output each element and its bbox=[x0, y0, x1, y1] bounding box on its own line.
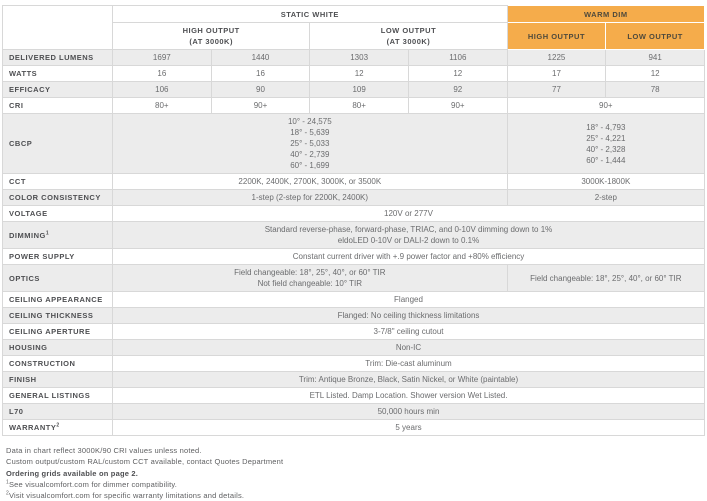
row-label-ceiling-appearance: CEILING APPEARANCE bbox=[3, 292, 113, 308]
value-cell-static-white: 1-step (2-step for 2200K, 2400K) bbox=[113, 190, 508, 206]
row-label-ceiling-aperture: CEILING APERTURE bbox=[3, 324, 113, 340]
value-cell-full: Trim: Antique Bronze, Black, Satin Nickel, or White (paintable) bbox=[113, 372, 705, 388]
value-cell: 16 bbox=[211, 66, 310, 82]
table-row-warranty bbox=[3, 420, 705, 436]
table-row-power-supply bbox=[3, 249, 705, 265]
value-cell: 16 bbox=[113, 66, 212, 82]
cbcp-line: 10° - 24,575 bbox=[287, 117, 332, 126]
value-cell-warm-dim bbox=[507, 114, 704, 174]
value-cell-full: ETL Listed. Damp Location. Shower version Wet Listed. bbox=[113, 388, 705, 404]
cbcp-line: 40° - 2,328 bbox=[586, 144, 626, 154]
row-label-dimming bbox=[3, 222, 113, 249]
footnote-text: Data in chart reflect 3000K/90 CRI values unless noted. bbox=[6, 446, 202, 455]
value-cell: 109 bbox=[310, 82, 409, 98]
value-cell-full: 3-7/8" ceiling cutout bbox=[113, 324, 705, 340]
col-header-wd-high-output: HIGH OUTPUT bbox=[507, 23, 606, 50]
value-cell: 1303 bbox=[310, 50, 409, 66]
table-row-cri bbox=[3, 98, 705, 114]
value-cell: 78 bbox=[606, 82, 705, 98]
value-cell-full: Constant current driver with +.9 power factor and +80% efficiency bbox=[113, 249, 705, 265]
table-row-watts bbox=[3, 66, 705, 82]
value-cell-warm-dim: 3000K-1800K bbox=[507, 174, 704, 190]
value-cell: 12 bbox=[606, 66, 705, 82]
footnote-text: Custom output/custom RAL/custom CCT available, contact Quotes Department bbox=[6, 457, 284, 467]
row-label-finish: FINISH bbox=[3, 372, 113, 388]
value-cell-static-white: 2200K, 2400K, 2700K, 3000K, or 3500K bbox=[113, 174, 508, 190]
value-cell-warm-dim: 2-step bbox=[507, 190, 704, 206]
dimming-line: Standard reverse-phase, forward-phase, TRIAC, and 0-10V dimming down to 1% bbox=[264, 225, 553, 234]
row-label-ceiling-thickness: CEILING THICKNESS bbox=[3, 308, 113, 324]
row-label-cct: CCT bbox=[3, 174, 113, 190]
footnote-text: Visit visualcomfort.com for specific warranty limitations and details. bbox=[8, 491, 245, 501]
value-cell-full: Non-IC bbox=[113, 340, 705, 356]
value-cell: 17 bbox=[507, 66, 606, 82]
footnote-marker: 2 bbox=[56, 422, 60, 429]
cbcp-line: 60° - 1,444 bbox=[586, 155, 626, 165]
row-label-warranty bbox=[3, 420, 113, 436]
value-cell: 12 bbox=[408, 66, 507, 82]
value-cell: 1440 bbox=[211, 50, 310, 66]
value-cell-full: 50,000 hours min bbox=[113, 404, 705, 420]
table-row-finish bbox=[3, 372, 705, 388]
value-cell-full bbox=[113, 222, 705, 249]
value-cell: 1106 bbox=[408, 50, 507, 66]
value-cell-full: 5 years bbox=[113, 420, 705, 436]
row-label-power-supply: POWER SUPPLY bbox=[3, 249, 113, 265]
col-header-sublabel: (AT 3000K) bbox=[189, 37, 233, 46]
value-cell: 90 bbox=[211, 82, 310, 98]
dimming-line: eldoLED 0-10V or DALI-2 down to 0.1% bbox=[337, 236, 480, 245]
footnotes bbox=[6, 445, 705, 501]
footnote-line-ordering-grids bbox=[6, 468, 705, 479]
value-cell: 90+ bbox=[211, 98, 310, 114]
spec-table bbox=[2, 5, 705, 436]
group-header-row bbox=[3, 6, 705, 23]
corner-cell bbox=[3, 6, 113, 50]
footnote-marker: 1 bbox=[45, 230, 50, 236]
table-row-optics bbox=[3, 265, 705, 292]
value-cell-full: Flanged: No ceiling thickness limitations bbox=[113, 308, 705, 324]
row-label-l70: L70 bbox=[3, 404, 113, 420]
cbcp-line: 18° - 5,639 bbox=[290, 128, 330, 137]
row-label-housing: HOUSING bbox=[3, 340, 113, 356]
table-row-ceiling-aperture bbox=[3, 324, 705, 340]
row-label-cri: CRI bbox=[3, 98, 113, 114]
footnote-line bbox=[6, 456, 705, 467]
value-cell-warm-dim: Field changeable: 18°, 25°, 40°, or 60° TIR bbox=[507, 265, 704, 292]
row-label-optics: OPTICS bbox=[3, 265, 113, 292]
value-cell-static-white bbox=[113, 265, 508, 292]
col-header-sublabel: (AT 3000K) bbox=[386, 37, 431, 46]
table-row-ceiling-thickness bbox=[3, 308, 705, 324]
footnote-text: See visualcomfort.com for dimmer compatibility. bbox=[8, 479, 178, 489]
table-row-cct bbox=[3, 174, 705, 190]
optics-line: Not field changeable: 10° TIR bbox=[257, 279, 363, 288]
table-row-l70 bbox=[3, 404, 705, 420]
table-row-delivered-lumens bbox=[3, 50, 705, 66]
table-row-color-consistency bbox=[3, 190, 705, 206]
col-header-sw-high-output bbox=[113, 23, 310, 50]
table-row-ceiling-appearance bbox=[3, 292, 705, 308]
row-label-text: DIMMING bbox=[9, 230, 46, 240]
warm-dim-group-header: WARM DIM bbox=[507, 6, 704, 23]
value-cell: 92 bbox=[408, 82, 507, 98]
table-row-cbcp bbox=[3, 114, 705, 174]
footnote-marker: 2 bbox=[6, 490, 9, 497]
footnote-line-dimmer bbox=[6, 479, 705, 490]
row-label-construction: CONSTRUCTION bbox=[3, 356, 113, 372]
value-cell: 77 bbox=[507, 82, 606, 98]
value-cell: 941 bbox=[606, 50, 705, 66]
row-label-delivered-lumens: DELIVERED LUMENS bbox=[3, 50, 113, 66]
row-label-efficacy: EFFICACY bbox=[3, 82, 113, 98]
value-cell-full: 120V or 277V bbox=[113, 206, 705, 222]
row-label-general-listings: GENERAL LISTINGS bbox=[3, 388, 113, 404]
col-header-sw-low-output bbox=[310, 23, 507, 50]
cbcp-line: 18° - 4,793 bbox=[586, 122, 626, 132]
value-cell: 80+ bbox=[310, 98, 409, 114]
value-cell: 80+ bbox=[113, 98, 212, 114]
static-white-group-header: STATIC WHITE bbox=[113, 6, 508, 23]
col-header-wd-low-output: LOW OUTPUT bbox=[606, 23, 705, 50]
col-header-label: LOW OUTPUT bbox=[380, 26, 437, 35]
footnote-marker: 1 bbox=[6, 479, 9, 486]
table-row-dimming bbox=[3, 222, 705, 249]
optics-line: Field changeable: 18°, 25°, 40°, or 60° TIR bbox=[234, 268, 386, 277]
table-row-voltage bbox=[3, 206, 705, 222]
row-label-watts: WATTS bbox=[3, 66, 113, 82]
row-label-voltage: VOLTAGE bbox=[3, 206, 113, 222]
value-cell-full: Trim: Die-cast aluminum bbox=[113, 356, 705, 372]
value-cell: 1225 bbox=[507, 50, 606, 66]
cbcp-line: 25° - 4,221 bbox=[586, 133, 626, 143]
row-label-cbcp: CBCP bbox=[3, 114, 113, 174]
footnote-text: Ordering grids available on page 2. bbox=[6, 468, 139, 478]
cbcp-line: 40° - 2,739 bbox=[290, 150, 330, 159]
footnote-line-warranty bbox=[6, 490, 705, 501]
row-label-color-consistency: COLOR CONSISTENCY bbox=[3, 190, 113, 206]
value-cell: 1697 bbox=[113, 50, 212, 66]
cbcp-line: 60° - 1,699 bbox=[290, 161, 330, 170]
value-cell-full: Flanged bbox=[113, 292, 705, 308]
footnote-line bbox=[6, 445, 705, 456]
value-cell-warm-dim: 90+ bbox=[507, 98, 704, 114]
table-row-housing bbox=[3, 340, 705, 356]
col-header-label: HIGH OUTPUT bbox=[182, 26, 240, 35]
table-row-efficacy bbox=[3, 82, 705, 98]
cbcp-line: 25° - 5,033 bbox=[290, 139, 330, 148]
value-cell: 12 bbox=[310, 66, 409, 82]
value-cell-static-white bbox=[113, 114, 508, 174]
value-cell: 106 bbox=[113, 82, 212, 98]
row-label-text: WARRANTY bbox=[9, 423, 57, 432]
table-row-general-listings bbox=[3, 388, 705, 404]
value-cell: 90+ bbox=[408, 98, 507, 114]
table-row-construction bbox=[3, 356, 705, 372]
